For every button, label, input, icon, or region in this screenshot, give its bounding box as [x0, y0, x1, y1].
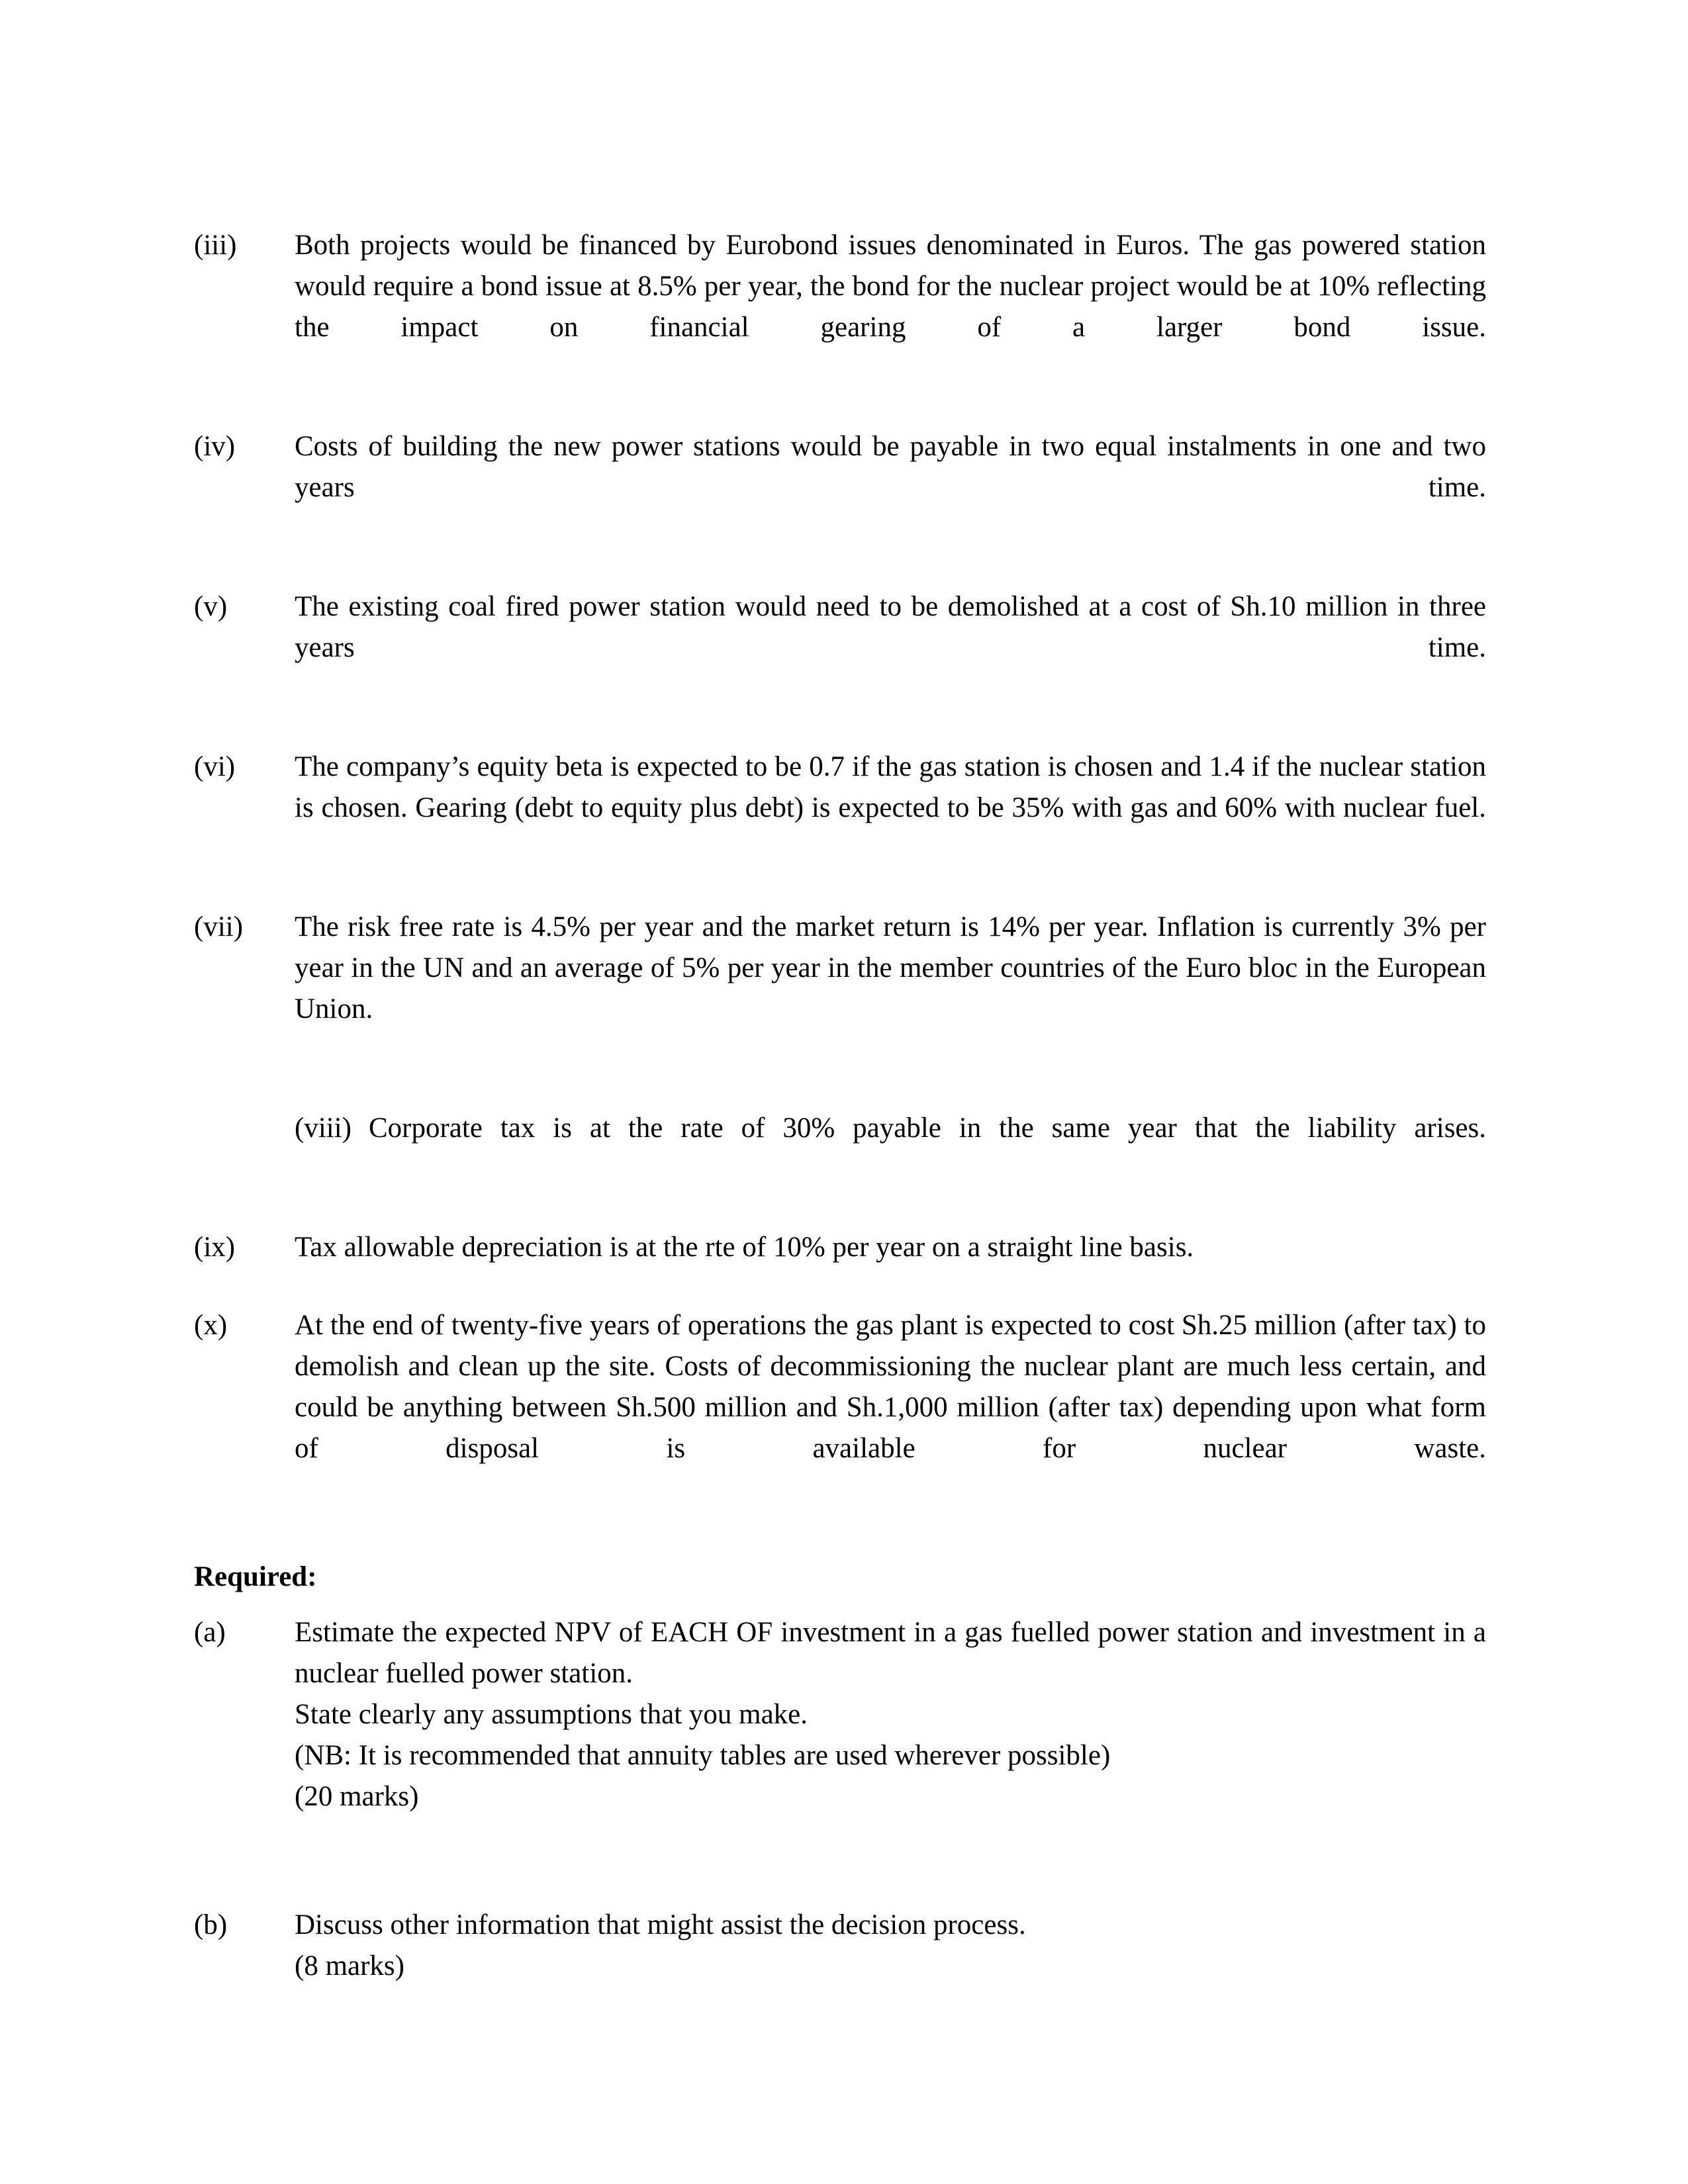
list-text-x: At the end of twenty-five years of operations the gas plant is expected to cost Sh.25 million (after tax) to demolish and clean up the site. Costs of decommissioning the nuclear plant are much less certain, and could be anything between Sh.500 million and Sh.1,000 million (after tax) depending upon what form of disposal is available for nuclear waste. — [295, 1310, 1486, 1464]
list-marker-x: (x) — [194, 1310, 228, 1341]
list-text-viii: Corporate tax is at the rate of 30% payable in the same year that the liability arises. — [368, 1113, 1486, 1144]
list-marker-v: (v) — [194, 591, 228, 622]
list-item-vii — [194, 907, 1486, 1071]
list-marker-iv: (iv) — [194, 431, 236, 462]
list-text-iv: Costs of building the new power stations would be payable in two equal instalments in one and two years time. — [295, 431, 1486, 503]
list-text-vii: The risk free rate is 4.5% per year and the market return is 14% per year. Inflation is currently 3% per year in the UN and an average of 5% per year in the member countries of the Euro bloc in the European Union. — [295, 911, 1486, 1024]
list-item-iii — [194, 225, 1486, 389]
required-note-assumptions: State clearly any assumptions that you make. — [295, 1699, 808, 1730]
list-text-ix: Tax allowable depreciation is at the rte of 10% per year on a straight line basis. — [295, 1232, 1194, 1263]
required-text-a — [295, 1612, 1486, 1858]
required-marker-b: (b) — [194, 1909, 228, 1940]
required-text-b — [295, 1905, 1486, 1987]
required-marks-b: (8 marks) — [295, 1950, 404, 1981]
page-content — [194, 225, 1486, 2017]
required-text-a-main: Estimate the expected NPV of EACH OF investment in a gas fuelled power station and investment in a nuclear fuelled power station. — [295, 1617, 1486, 1689]
list-text-v: The existing coal fired power station would need to be demolished at a cost of Sh.10 million in three years time. — [295, 591, 1486, 663]
list-item-iv — [194, 426, 1486, 549]
list-marker-vi: (vi) — [194, 751, 236, 782]
required-marks-a: (20 marks) — [295, 1781, 419, 1812]
list-marker-vii: (vii) — [194, 911, 244, 942]
required-note-nb: (NB: It is recommended that annuity tables are used wherever possible) — [295, 1740, 1111, 1771]
list-text-iii: Both projects would be financed by Eurobond issues denominated in Euros. The gas powered station would require a bond issue at 8.5% per year, the bond for the nuclear project would be at 10% reflecting the impact on financial gearing of a larger bond issue. — [295, 230, 1486, 343]
list-text-vi: The company’s equity beta is expected to be 0.7 if the gas station is chosen and 1.4 if the nuclear station is chosen. Gearing (debt to equity plus debt) is expected to be 35% with gas and 60% with nuclear fuel. — [295, 751, 1486, 823]
required-marker-a: (a) — [194, 1617, 226, 1648]
list-marker-iii: (iii) — [194, 230, 237, 261]
list-marker-ix: (ix) — [194, 1232, 236, 1263]
list-item-x — [194, 1305, 1486, 1510]
required-part-b — [194, 1905, 1486, 1987]
list-item-v — [194, 586, 1486, 709]
required-text-b-main: Discuss other information that might assist the decision process. — [295, 1909, 1026, 1940]
list-marker-viii: (viii) — [295, 1113, 352, 1144]
list-item-viii — [194, 1108, 1486, 1190]
required-heading: Required: — [194, 1561, 317, 1592]
required-part-a — [194, 1612, 1486, 1858]
list-item-ix — [194, 1227, 1486, 1268]
list-item-vi — [194, 747, 1486, 870]
